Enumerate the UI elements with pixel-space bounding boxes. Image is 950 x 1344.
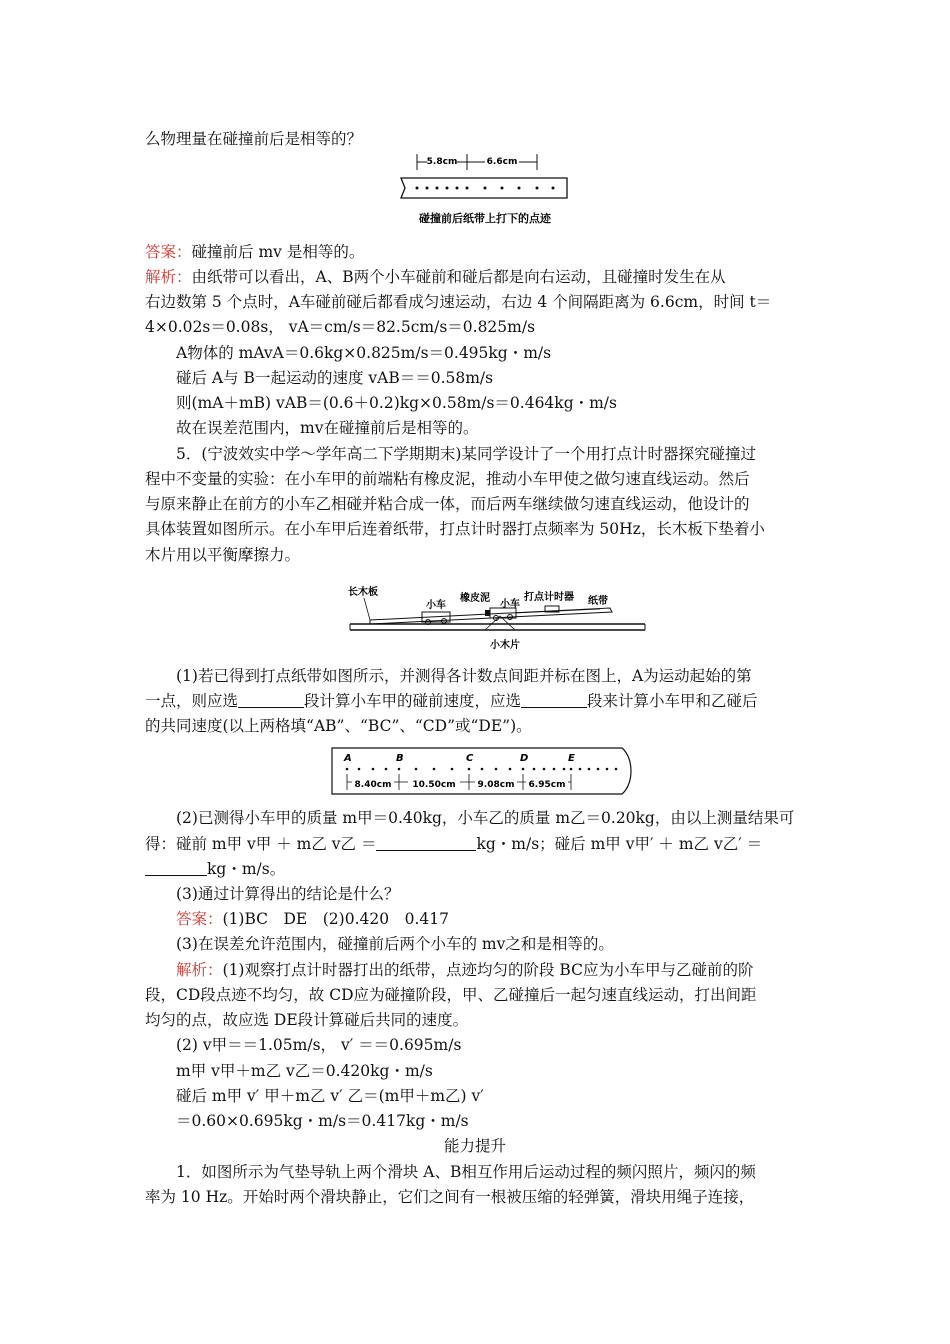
part-2-text: kg・m/s；碰后 m甲 v甲′ ＋ m乙 v乙′ ＝ bbox=[476, 835, 763, 853]
analysis-line bbox=[176, 958, 836, 982]
answer-text: 碰撞前后 mv 是相等的。 bbox=[191, 243, 365, 261]
point-label: D bbox=[520, 753, 529, 764]
answer-line: (3)在误差允许范围内，碰撞前后两个小车的 mv之和是相等的。 bbox=[176, 935, 614, 953]
distance-label: 8.40cm bbox=[354, 780, 392, 790]
part-1-text: 段计算小车甲的碰前速度，应选 bbox=[304, 692, 522, 710]
part-2-text: 得：碰前 m甲 v甲 ＋ m乙 v乙 ＝ bbox=[145, 835, 377, 853]
answer-label: 答案： bbox=[145, 243, 192, 261]
dim-right: 6.6cm bbox=[486, 157, 518, 167]
text-line: 4×0.02s＝0.08s， vA＝cm/s＝82.5cm/s＝0.825m/s bbox=[145, 318, 536, 336]
point-label: B bbox=[396, 753, 404, 764]
analysis-label: 解析： bbox=[176, 961, 223, 979]
label-clay: 橡皮泥 bbox=[460, 593, 490, 604]
question-5-line: 与原来静止在前方的小车乙相碰并粘合成一体，而后两车继续做匀速直线运动，他设计的 bbox=[145, 495, 750, 513]
text-line: 则(mA＋mB) vAB＝(0.6＋0.2)kg×0.58m/s＝0.464kg・m/s bbox=[176, 394, 617, 412]
text-line: 右边数第 5 个点时，A车碰前碰后都看成匀速运动，右边 4 个间隔距离为 6.6cm，时间 t＝ bbox=[145, 293, 772, 311]
figure-tape-dots bbox=[395, 150, 575, 230]
point-label: A bbox=[344, 753, 352, 764]
analysis-line bbox=[145, 265, 805, 289]
analysis-line: m甲 v甲＋m乙 v乙＝0.420kg・m/s bbox=[176, 1062, 433, 1080]
text-line: 碰后 A与 B一起运动的速度 vAB＝＝0.58m/s bbox=[176, 369, 494, 387]
text-line: 故在误差范围内，mv在碰撞前后是相等的。 bbox=[176, 419, 479, 437]
answer-text: (1)BC DE (2)0.420 0.417 bbox=[222, 910, 449, 928]
part-1-line: (1)若已得到打点纸带如图所示，并测得各计数点间距并标在图上，A为运动起始的第 bbox=[176, 667, 752, 685]
part-2-line bbox=[145, 857, 805, 881]
question-5-line: 程中不变量的实验：在小车甲的前端粘有橡皮泥，推动小车甲使之做匀速直线运动。然后 bbox=[145, 470, 750, 488]
part-1-text: 段来计算小车甲和乙碰后 bbox=[587, 692, 758, 710]
section-heading: 能力提升 bbox=[443, 1137, 506, 1155]
answer-line bbox=[176, 907, 836, 931]
question-1-line: 1．如图所示为气垫导轨上两个滑块 A、B相互作用后运动过程的频闪照片，频闪的频 bbox=[176, 1163, 756, 1181]
answer-label: 答案： bbox=[176, 910, 223, 928]
answer-blank[interactable] bbox=[238, 691, 304, 708]
question-5-line: 5．(宁波效实中学～学年高二下学期期末)某同学设计了一个用打点计时器探究碰撞过 bbox=[176, 445, 756, 463]
part-2-line: (2)已测得小车甲的质量 m甲＝0.40kg，小车乙的质量 m乙＝0.20kg，由以上测量结果可 bbox=[176, 809, 795, 827]
distance-label: 10.50cm bbox=[412, 780, 456, 790]
label-block: 小木片 bbox=[490, 640, 520, 651]
answer-blank[interactable] bbox=[145, 859, 207, 876]
analysis-label: 解析： bbox=[145, 268, 192, 286]
figure-counting-tape bbox=[330, 744, 640, 798]
distance-label: 9.08cm bbox=[477, 780, 515, 790]
figure-apparatus bbox=[340, 580, 650, 655]
text-line: A物体的 mAvA＝0.6kg×0.825m/s＝0.495kg・m/s bbox=[176, 344, 552, 362]
point-label: E bbox=[568, 753, 575, 764]
analysis-line: ＝0.60×0.695kg・m/s＝0.417kg・m/s bbox=[176, 1112, 469, 1130]
analysis-line: 均匀的点，故应选 DE段计算碰后共同的速度。 bbox=[145, 1011, 469, 1029]
part-1-line: 的共同速度(以上两格填“AB”、“BC”、“CD”或“DE”)。 bbox=[145, 717, 532, 735]
part-3-line: (3)通过计算得出的结论是什么？ bbox=[176, 885, 400, 903]
analysis-line: (2) v甲＝＝1.05m/s， v′ ＝＝0.695m/s bbox=[176, 1036, 462, 1054]
label-car2: 小车 bbox=[500, 599, 520, 610]
analysis-line: 段，CD段点迹不均匀，故 CD应为碰撞阶段，甲、乙碰撞后一起匀速直线运动，打出间距 bbox=[145, 986, 757, 1004]
label-board: 长木板 bbox=[348, 587, 378, 598]
dim-left: 5.8cm bbox=[426, 157, 458, 167]
text-line: 么物理量在碰撞前后是相等的？ bbox=[145, 130, 363, 148]
answer-blank[interactable] bbox=[376, 834, 476, 851]
part-2-line bbox=[145, 832, 805, 856]
part-2-text: kg・m/s。 bbox=[207, 860, 286, 878]
analysis-text: 由纸带可以看出，A、B两个小车碰前和碰后都是向右运动，且碰撞时发生在从 bbox=[191, 268, 726, 286]
point-label: C bbox=[466, 753, 474, 764]
label-timer: 打点计时器 bbox=[524, 592, 574, 603]
question-5-line: 木片用以平衡摩擦力。 bbox=[145, 546, 301, 564]
analysis-text: (1)观察打点计时器打出的纸带，点迹均匀的阶段 BC应为小车甲与乙碰前的阶 bbox=[222, 961, 754, 979]
analysis-line: 碰后 m甲 v′ 甲＋m乙 v′ 乙＝(m甲＋m乙) v′ bbox=[176, 1087, 484, 1105]
part-1-text: 一点，则应选 bbox=[145, 692, 239, 710]
answer-blank[interactable] bbox=[521, 691, 587, 708]
figure-caption: 碰撞前后纸带上打下的点迹 bbox=[419, 212, 551, 225]
answer-line bbox=[145, 240, 805, 264]
part-1-line bbox=[145, 689, 805, 713]
question-1-line: 率为 10 Hz。开始时两个滑块静止，它们之间有一根被压缩的轻弹簧，滑块用绳子连接， bbox=[145, 1188, 755, 1206]
label-tape: 纸带 bbox=[588, 596, 608, 607]
label-car1: 小车 bbox=[426, 600, 446, 611]
question-5-line: 具体装置如图所示。在小车甲后连着纸带，打点计时器打点频率为 50Hz，长木板下垫着小 bbox=[145, 520, 765, 538]
distance-label: 6.95cm bbox=[528, 780, 566, 790]
